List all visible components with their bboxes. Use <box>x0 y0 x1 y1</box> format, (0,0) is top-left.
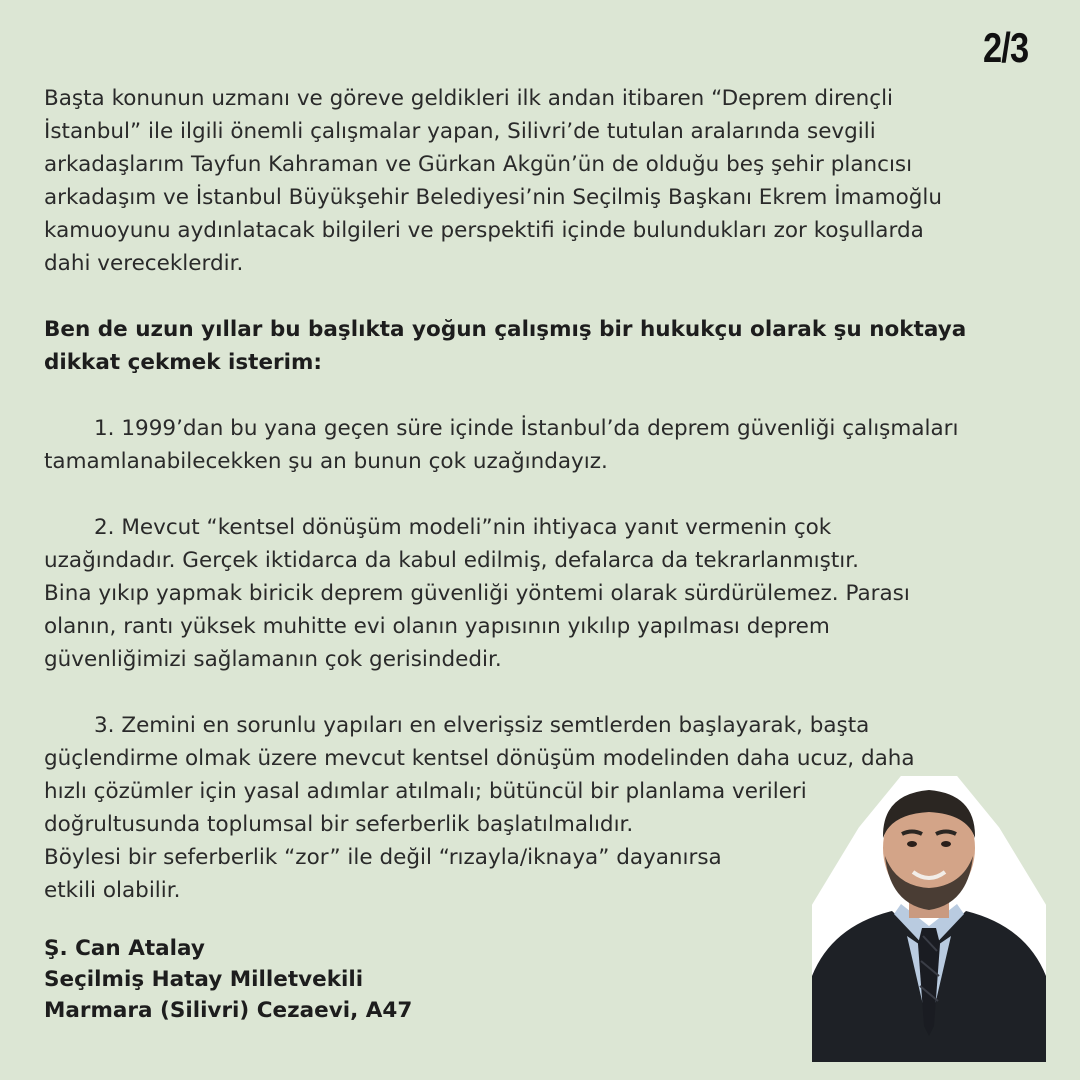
text-line: arkadaşım ve İstanbul Büyükşehir Belediyesi’nin Seçilmiş Başkanı Ekrem İmamoğlu <box>44 185 942 210</box>
author-name: Ş. Can Atalay <box>44 936 205 961</box>
point-1 <box>44 412 1034 478</box>
text-line: dahi vereceklerdir. <box>44 251 244 276</box>
text-line: Böylesi bir seferberlik “zor” ile değil “rızayla/iknaya” dayanırsa <box>44 845 722 870</box>
text-line: Başta konunun uzmanı ve göreve geldikleri ilk andan itibaren “Deprem dirençli <box>44 86 894 111</box>
text-line: 3. Zemini en sorunlu yapıları en elverişsiz semtlerden başlayarak, başta <box>94 713 870 738</box>
text-line: olanın, rantı yüksek muhitte evi olanın yapısının yıkılıp yapılması deprem <box>44 614 830 639</box>
text-line: güçlendirme olmak üzere mevcut kentsel dönüşüm modelinden daha ucuz, daha <box>44 746 915 771</box>
text-line: etkili olabilir. <box>44 878 181 903</box>
intro-paragraph <box>44 82 1034 280</box>
page-number: 2/3 <box>982 24 1028 71</box>
text-line: kamuoyunu aydınlatacak bilgileri ve perspektifi içinde bulundukları zor koşullarda <box>44 218 924 243</box>
text-line: 1. 1999’dan bu yana geçen süre içinde İstanbul’da deprem güvenliği çalışmaları <box>94 416 959 441</box>
text-line: hızlı çözümler için yasal adımlar atılmalı; bütüncül bir planlama verileri <box>44 779 807 804</box>
letter-body <box>44 82 1034 907</box>
text-line: Bina yıkıp yapmak biricik deprem güvenliği yöntemi olarak sürdürülemez. Parası <box>44 581 910 606</box>
text-line: Ben de uzun yıllar bu başlıkta yoğun çalışmış bir hukukçu olarak şu noktaya <box>44 317 967 342</box>
text-line: uzağındadır. Gerçek iktidarca da kabul edilmiş, defalarca da tekrarlanmıştır. <box>44 548 859 573</box>
text-line: dikkat çekmek isterim: <box>44 350 323 375</box>
text-line: tamamlanabilecekken şu an bunun çok uzağındayız. <box>44 449 608 474</box>
text-line: İstanbul” ile ilgili önemli çalışmalar yapan, Silivri’de tutulan aralarında sevgili <box>44 119 876 144</box>
point-2 <box>44 511 1034 676</box>
text-line: doğrultusunda toplumsal bir seferberlik başlatılmalıdır. <box>44 812 634 837</box>
bold-statement <box>44 313 1034 379</box>
text-line: güvenliğimizi sağlamanın çok gerisindedir. <box>44 647 502 672</box>
text-line: arkadaşlarım Tayfun Kahraman ve Gürkan Akgün’ün de olduğu beş şehir plancısı <box>44 152 913 177</box>
text-line: 2. Mevcut “kentsel dönüşüm modeli”nin ihtiyaca yanıt vermenin çok <box>94 515 832 540</box>
author-location: Marmara (Silivri) Cezaevi, A47 <box>44 998 413 1023</box>
signature-block <box>44 933 412 1026</box>
author-title: Seçilmiş Hatay Milletvekili <box>44 967 364 992</box>
